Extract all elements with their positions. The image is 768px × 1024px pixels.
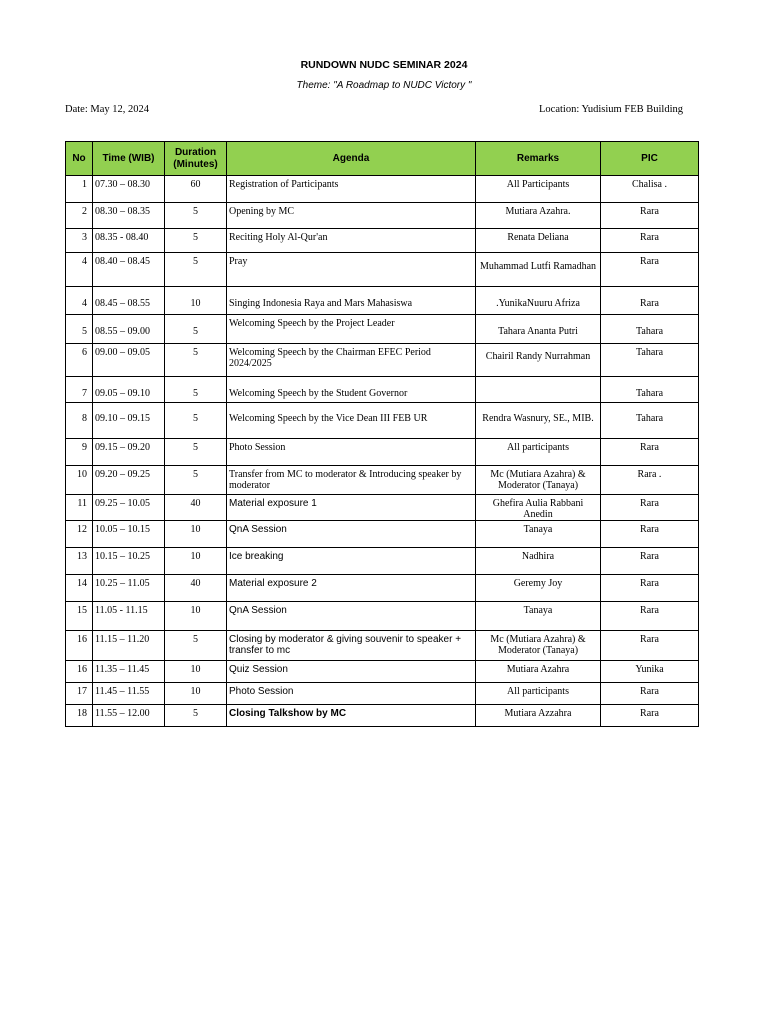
cell-time: 08.35 - 08.40 — [93, 229, 165, 253]
cell-agenda: QnA Session — [227, 521, 476, 548]
cell-agenda: Photo Session — [227, 683, 476, 705]
cell-time: 11.35 – 11.45 — [93, 661, 165, 683]
cell-duration: 5 — [165, 315, 227, 344]
cell-remarks: Mc (Mutiara Azahra) & Moderator (Tanaya) — [476, 631, 601, 661]
cell-time: 11.15 – 11.20 — [93, 631, 165, 661]
table-row — [66, 176, 699, 203]
cell-remarks: All participants — [476, 439, 601, 466]
header-pic: PIC — [601, 142, 699, 176]
cell-remarks: Ghefira Aulia Rabbani Anedin — [476, 495, 601, 521]
cell-duration: 5 — [165, 344, 227, 377]
cell-time: 10.25 – 11.05 — [93, 575, 165, 602]
cell-time: 09.15 – 09.20 — [93, 439, 165, 466]
table-row — [66, 631, 699, 661]
cell-duration: 10 — [165, 521, 227, 548]
cell-no: 7 — [66, 377, 93, 403]
cell-agenda: Material exposure 2 — [227, 575, 476, 602]
cell-duration: 5 — [165, 631, 227, 661]
cell-pic: Rara — [601, 575, 699, 602]
rundown-table — [65, 141, 699, 727]
cell-pic: Tahara — [601, 315, 699, 344]
cell-agenda: Welcoming Speech by the Chairman EFEC Period 2024/2025 — [227, 344, 476, 377]
cell-agenda: Welcoming Speech by the Student Governor — [227, 377, 476, 403]
cell-no: 16 — [66, 661, 93, 683]
cell-agenda: Singing Indonesia Raya and Mars Mahasiswa — [227, 287, 476, 315]
cell-duration: 10 — [165, 548, 227, 575]
cell-no: 11 — [66, 495, 93, 521]
cell-no: 2 — [66, 203, 93, 229]
header-remarks: Remarks — [476, 142, 601, 176]
table-row — [66, 403, 699, 439]
cell-agenda: Registration of Participants — [227, 176, 476, 203]
cell-duration: 5 — [165, 705, 227, 727]
cell-time: 09.25 – 10.05 — [93, 495, 165, 521]
header-duration: Duration (Minutes) — [165, 142, 227, 176]
cell-agenda: Ice breaking — [227, 548, 476, 575]
cell-no: 18 — [66, 705, 93, 727]
cell-remarks: All Participants — [476, 176, 601, 203]
cell-duration: 40 — [165, 495, 227, 521]
table-row — [66, 253, 699, 287]
cell-remarks: Nadhira — [476, 548, 601, 575]
cell-pic: Chalisa . — [601, 176, 699, 203]
table-header-row — [66, 142, 699, 176]
cell-time: 09.05 – 09.10 — [93, 377, 165, 403]
cell-duration: 60 — [165, 176, 227, 203]
cell-duration: 5 — [165, 377, 227, 403]
cell-remarks: Geremy Joy — [476, 575, 601, 602]
cell-duration: 5 — [165, 466, 227, 495]
cell-no: 3 — [66, 229, 93, 253]
cell-time: 11.45 – 11.55 — [93, 683, 165, 705]
table-row — [66, 602, 699, 631]
cell-agenda: Transfer from MC to moderator & Introducing speaker by moderator — [227, 466, 476, 495]
cell-pic: Rara — [601, 683, 699, 705]
cell-no: 12 — [66, 521, 93, 548]
cell-remarks: Chairil Randy Nurrahman — [476, 344, 601, 377]
cell-pic: Rara — [601, 602, 699, 631]
header-agenda: Agenda — [227, 142, 476, 176]
cell-no: 13 — [66, 548, 93, 575]
cell-duration: 10 — [165, 661, 227, 683]
cell-remarks: Mutiara Azzahra — [476, 705, 601, 727]
cell-agenda: Quiz Session — [227, 661, 476, 683]
table-row — [66, 548, 699, 575]
table-row — [66, 344, 699, 377]
event-location: Location: Yudisium FEB Building — [539, 104, 683, 115]
cell-pic: Yunika — [601, 661, 699, 683]
cell-remarks: Mutiara Azahra — [476, 661, 601, 683]
cell-duration: 40 — [165, 575, 227, 602]
cell-no: 1 — [66, 176, 93, 203]
cell-time: 09.10 – 09.15 — [93, 403, 165, 439]
cell-agenda: Closing Talkshow by MC — [227, 705, 476, 727]
cell-agenda: Welcoming Speech by the Vice Dean III FEB UR — [227, 403, 476, 439]
cell-no: 4 — [66, 253, 93, 287]
table-row — [66, 705, 699, 727]
header-time: Time (WIB) — [93, 142, 165, 176]
table-row — [66, 495, 699, 521]
cell-time: 09.00 – 09.05 — [93, 344, 165, 377]
cell-remarks: All participants — [476, 683, 601, 705]
cell-remarks: Mc (Mutiara Azahra) & Moderator (Tanaya) — [476, 466, 601, 495]
cell-pic: Rara — [601, 203, 699, 229]
table-row — [66, 287, 699, 315]
table-row — [66, 439, 699, 466]
cell-time: 07.30 – 08.30 — [93, 176, 165, 203]
cell-duration: 10 — [165, 602, 227, 631]
cell-no: 10 — [66, 466, 93, 495]
cell-time: 08.30 – 08.35 — [93, 203, 165, 229]
table-row — [66, 315, 699, 344]
cell-remarks — [476, 377, 601, 403]
cell-pic: Tahara — [601, 403, 699, 439]
cell-agenda: Photo Session — [227, 439, 476, 466]
cell-remarks: Tahara Ananta Putri — [476, 315, 601, 344]
cell-pic: Rara — [601, 439, 699, 466]
cell-pic: Rara — [601, 287, 699, 315]
cell-time: 11.55 – 12.00 — [93, 705, 165, 727]
cell-time: 10.15 – 10.25 — [93, 548, 165, 575]
cell-pic: Rara — [601, 631, 699, 661]
cell-time: 10.05 – 10.15 — [93, 521, 165, 548]
cell-pic: Tahara — [601, 344, 699, 377]
table-row — [66, 203, 699, 229]
cell-pic: Rara . — [601, 466, 699, 495]
cell-pic: Rara — [601, 495, 699, 521]
cell-duration: 5 — [165, 439, 227, 466]
event-date: Date: May 12, 2024 — [65, 104, 149, 115]
cell-pic: Rara — [601, 229, 699, 253]
cell-agenda: Reciting Holy Al-Qur'an — [227, 229, 476, 253]
cell-duration: 10 — [165, 683, 227, 705]
cell-agenda: QnA Session — [227, 602, 476, 631]
cell-pic: Tahara — [601, 377, 699, 403]
cell-time: 11.05 - 11.15 — [93, 602, 165, 631]
cell-time: 08.55 – 09.00 — [93, 315, 165, 344]
cell-agenda: Opening by MC — [227, 203, 476, 229]
table-row — [66, 683, 699, 705]
table-row — [66, 521, 699, 548]
cell-pic: Rara — [601, 521, 699, 548]
table-row — [66, 377, 699, 403]
cell-remarks: Tanaya — [476, 521, 601, 548]
cell-no: 5 — [66, 315, 93, 344]
cell-duration: 10 — [165, 287, 227, 315]
cell-agenda: Closing by moderator & giving souvenir to speaker + transfer to mc — [227, 631, 476, 661]
cell-pic: Rara — [601, 253, 699, 287]
cell-no: 8 — [66, 403, 93, 439]
table-row — [66, 575, 699, 602]
cell-no: 14 — [66, 575, 93, 602]
cell-no: 4 — [66, 287, 93, 315]
cell-time: 09.20 – 09.25 — [93, 466, 165, 495]
table-row — [66, 661, 699, 683]
cell-agenda: Material exposure 1 — [227, 495, 476, 521]
cell-remarks: .YunikaNuuru Afriza — [476, 287, 601, 315]
header-no: No — [66, 142, 93, 176]
cell-pic: Rara — [601, 548, 699, 575]
table-row — [66, 466, 699, 495]
document-title: RUNDOWN NUDC SEMINAR 2024 — [300, 59, 468, 71]
cell-remarks: Muhammad Lutfi Ramadhan — [476, 253, 601, 287]
cell-remarks: Tanaya — [476, 602, 601, 631]
cell-agenda: Pray — [227, 253, 476, 287]
cell-duration: 5 — [165, 403, 227, 439]
cell-duration: 5 — [165, 253, 227, 287]
table-row — [66, 229, 699, 253]
cell-no: 6 — [66, 344, 93, 377]
cell-no: 17 — [66, 683, 93, 705]
cell-duration: 5 — [165, 229, 227, 253]
document-theme: Theme: "A Roadmap to NUDC Victory " — [296, 80, 472, 91]
cell-no: 16 — [66, 631, 93, 661]
cell-remarks: Rendra Wasnury, SE., MIB. — [476, 403, 601, 439]
cell-no: 9 — [66, 439, 93, 466]
cell-no: 15 — [66, 602, 93, 631]
cell-remarks: Mutiara Azahra. — [476, 203, 601, 229]
cell-duration: 5 — [165, 203, 227, 229]
cell-time: 08.45 – 08.55 — [93, 287, 165, 315]
cell-remarks: Renata Deliana — [476, 229, 601, 253]
cell-agenda: Welcoming Speech by the Project Leader — [227, 315, 476, 344]
cell-time: 08.40 – 08.45 — [93, 253, 165, 287]
cell-pic: Rara — [601, 705, 699, 727]
